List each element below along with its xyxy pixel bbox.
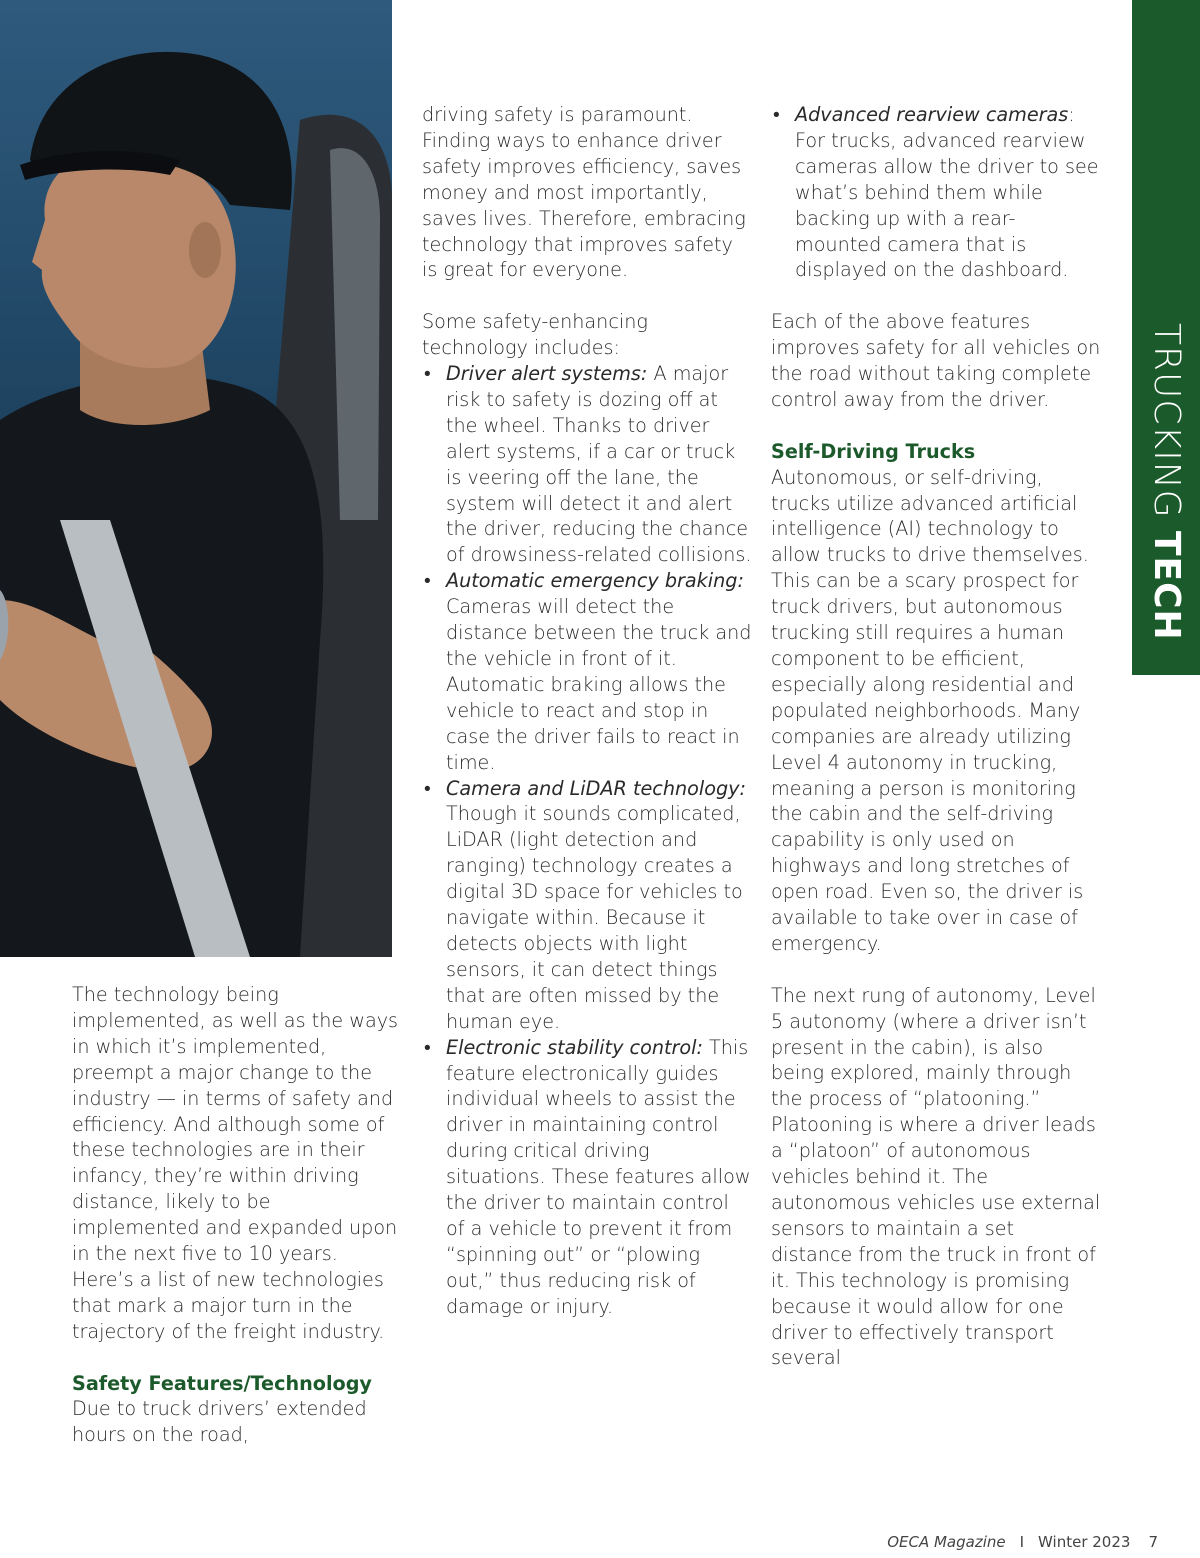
issue-date: Winter 2023 xyxy=(1038,1533,1131,1551)
intro-paragraph: The technology being implemented, as well as the ways in which it’s implemented, preempt a major change to the industry — in terms of safety and efficiency. And although some of these technologies are in their infancy, they’re within driving distance, likely to be implemented and expanded upon in the next five to 10 years. Here’s a list of new technologies that mark a major turn in the trajectory of the freight industry. xyxy=(72,983,399,1343)
list-item-text: Though it sounds complicated, LiDAR (light detection and ranging) technology creates a digital 3D space for vehicles to navigate within. Because it detects objects with light sensors, it can detect things that are often missed by the human eye. xyxy=(446,802,743,1033)
page-number: 7 xyxy=(1148,1533,1158,1551)
list-item-term: Advanced rearview cameras xyxy=(795,103,1069,126)
safety-paragraph: Due to truck drivers’ extended hours on the road, xyxy=(72,1397,367,1447)
platooning-paragraph: The next rung of autonomy, Level 5 autonomy (where a driver isn’t present in the cabin), is also being explored, mainly through the process of “platooning.” Platooning is where a driver leads a “platoon” of autonomous vehicles behind it. The autonomous vehicles use external sensors to maintain a set distance from the truck in front of it. This technology is promising because it would allow for one driver to effectively transport several xyxy=(771,983,1101,1370)
list-item-text: : For trucks, advanced rearview cameras allow the driver to see what’s behind them while backing up with a rear-mounted camera that is displayed on the dashboard. xyxy=(795,103,1099,282)
list-item-term: Driver alert systems: xyxy=(446,362,648,386)
page-footer xyxy=(887,1533,1158,1551)
list-item-text: Cameras will detect the distance between the truck and the vehicle in front of it. Automatic braking allows the vehicle to react and stop in case the driver fails to react in time. xyxy=(446,595,752,774)
column-1 xyxy=(72,982,402,1448)
section-heading-safety: Safety Features/Technology xyxy=(72,1371,372,1395)
section-tab-light: TRUCKING xyxy=(1146,323,1187,531)
list-item-text: A major risk to safety is dozing off at the wheel. Thanks to driver alert systems, if a car or truck is veering off the lane, the system will detect it and alert the driver, reducing the chance of drowsiness-related collisions. xyxy=(446,362,752,567)
list-item xyxy=(771,102,1101,283)
features-summary: Each of the above features improves safety for all vehicles on the road without taking complete control away from the driver. xyxy=(771,310,1101,411)
list-item-term: Electronic stability control: xyxy=(446,1035,703,1059)
driver-photo xyxy=(0,0,392,957)
driver-illustration xyxy=(0,0,392,957)
magazine-name: OECA Magazine xyxy=(887,1533,1006,1551)
list-item-term: Camera and LiDAR technology: xyxy=(446,776,746,800)
footer-separator: I xyxy=(1019,1533,1025,1551)
technology-list-cont xyxy=(771,102,1101,283)
section-tab-label xyxy=(1146,323,1187,641)
section-tab-bold: TECH xyxy=(1146,530,1187,641)
section-heading-self-driving: Self-Driving Trucks xyxy=(771,439,976,463)
list-item xyxy=(422,776,752,1035)
list-item-term: Automatic emergency braking: xyxy=(446,569,744,593)
list-item xyxy=(422,361,752,568)
list-item-text: This feature electronically guides individual wheels to assist the driver in maintaining control during critical driving situations. These features allow the driver to maintain control of a vehicle to prevent it from “spinning out” or “plowing out,” thus reducing risk of damage or injury. xyxy=(446,1035,751,1318)
column-2 xyxy=(422,102,752,1320)
safety-paragraph-cont: driving safety is paramount. Finding ways to enhance driver safety improves efficiency, saves money and most importantly, saves lives. Therefore, embracing technology that improves safety is great for everyone. xyxy=(422,103,746,282)
list-item xyxy=(422,568,752,775)
list-item xyxy=(422,1035,752,1320)
column-3 xyxy=(771,102,1101,1371)
technology-list xyxy=(422,361,752,1320)
self-driving-paragraph: Autonomous, or self-driving, trucks utilize advanced artificial intelligence (AI) technology to allow trucks to drive themselves. This can be a scary prospect for truck drivers, but autonomous trucking still requires a human component to be efficient, especially along residential and populated neighborhoods. Many companies are already utilizing Level 4 autonomy in trucking, meaning a person is monitoring the cabin and the self-driving capability is only used on highways and long stretches of open road. Even so, the driver is available to take over in case of emergency. xyxy=(771,465,1089,955)
technology-intro: Some safety-enhancing technology includes: xyxy=(422,310,648,360)
